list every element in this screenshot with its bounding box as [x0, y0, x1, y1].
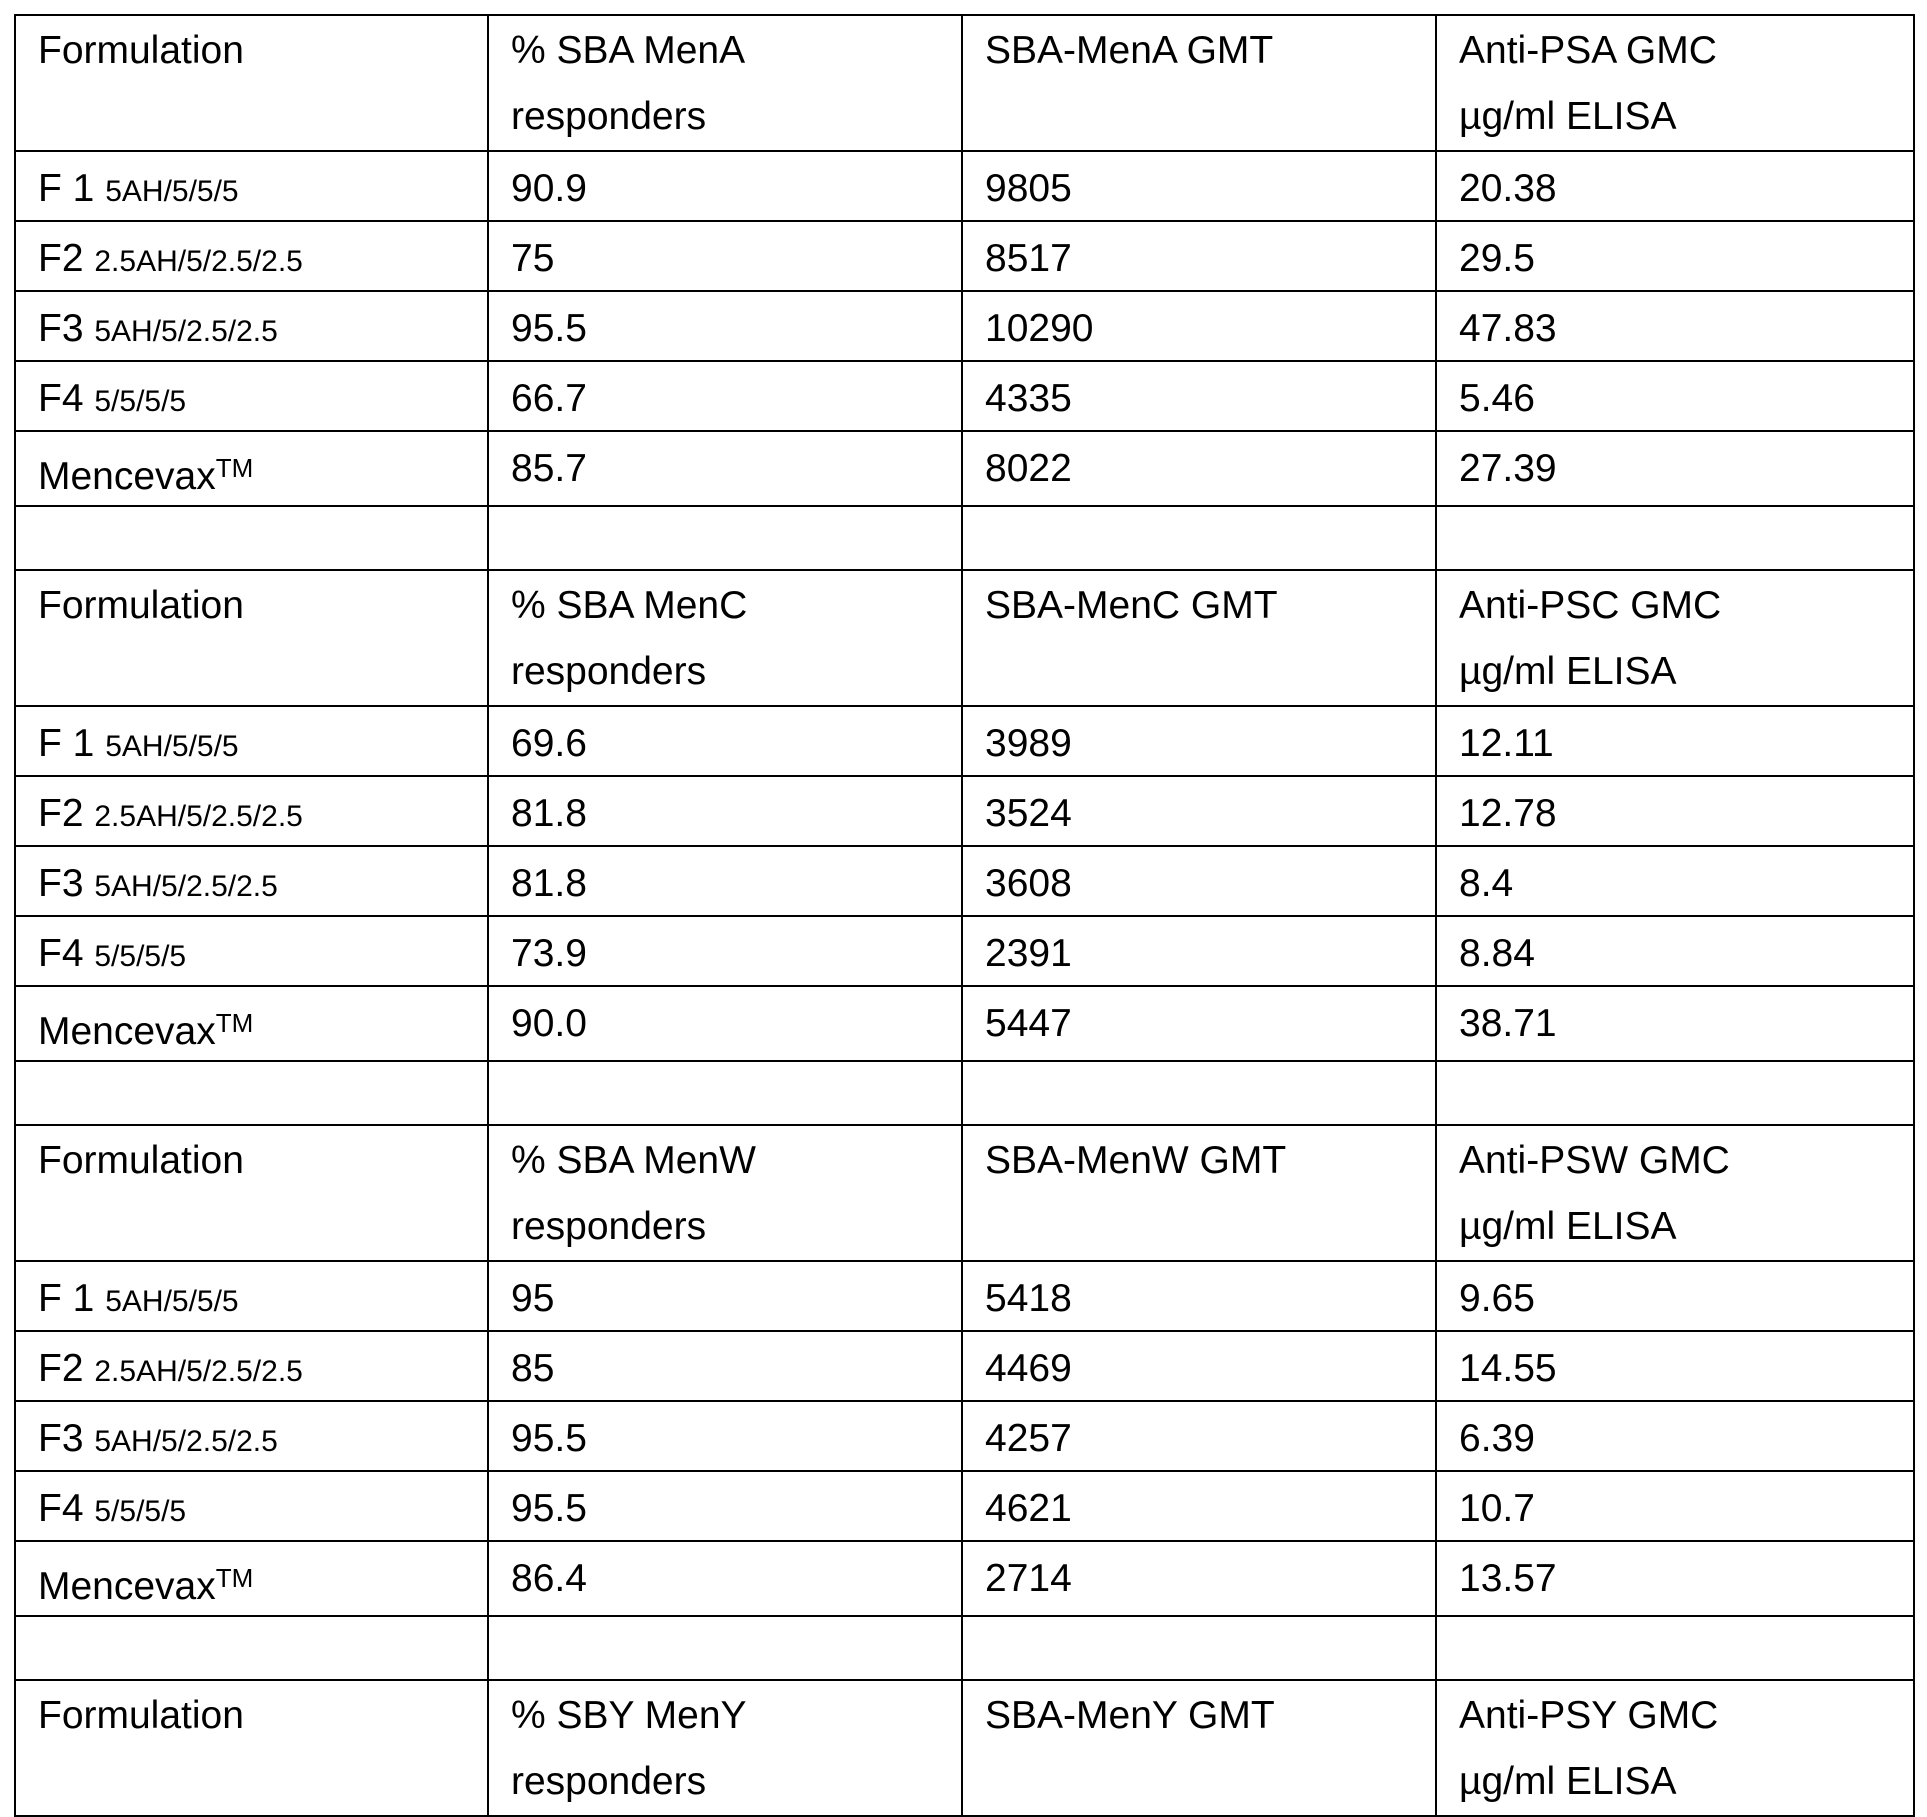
column-header [1436, 570, 1914, 706]
header-line: Formulation [38, 18, 477, 84]
table-row [15, 221, 1914, 291]
value-cell: 14.55 [1436, 1331, 1914, 1401]
formulation-results-table [14, 14, 1915, 1817]
formulation-dose: 5/5/5/5 [94, 1495, 186, 1528]
table-row [15, 361, 1914, 431]
empty-cell [488, 1616, 962, 1680]
header-line: Anti-PSW GMC [1459, 1128, 1903, 1194]
header-line: SBA-MenW GMT [985, 1128, 1425, 1194]
empty-cell [15, 1061, 488, 1125]
table-row [15, 151, 1914, 221]
formulation-cell [15, 1401, 488, 1471]
column-header [15, 570, 488, 706]
column-header [962, 15, 1436, 151]
column-header [1436, 15, 1914, 151]
formulation-name: F 1 [38, 722, 94, 765]
value-cell: 85 [488, 1331, 962, 1401]
value-cell: 90.0 [488, 986, 962, 1061]
formulation-cell [15, 291, 488, 361]
value-cell: 4335 [962, 361, 1436, 431]
value-cell: 2714 [962, 1541, 1436, 1616]
table-row [15, 1331, 1914, 1401]
value-cell: 3989 [962, 706, 1436, 776]
column-header [15, 15, 488, 151]
header-line: % SBA MenC [511, 573, 951, 639]
formulation-dose: 5AH/5/5/5 [105, 1285, 238, 1318]
empty-cell [962, 506, 1436, 570]
column-header [1436, 1680, 1914, 1816]
table-row [15, 1471, 1914, 1541]
formulation-name: F2 [38, 1347, 84, 1390]
formulation-cell [15, 1331, 488, 1401]
formulation-dose: 5AH/5/2.5/2.5 [94, 315, 277, 348]
trademark-mark: TM [216, 1563, 254, 1593]
header-line: µg/ml ELISA [1459, 1749, 1903, 1815]
header-line: % SBA MenW [511, 1128, 951, 1194]
formulation-name: F 1 [38, 1277, 94, 1320]
empty-cell [1436, 506, 1914, 570]
empty-separator-row [15, 506, 1914, 570]
empty-separator-row [15, 1616, 1914, 1680]
formulation-dose: 5AH/5/5/5 [105, 730, 238, 763]
table-row [15, 1401, 1914, 1471]
formulation-dose: 2.5AH/5/2.5/2.5 [94, 245, 302, 278]
formulation-cell [15, 1261, 488, 1331]
formulation-cell [15, 361, 488, 431]
value-cell: 2391 [962, 916, 1436, 986]
column-header [15, 1125, 488, 1261]
column-header [488, 1125, 962, 1261]
value-cell: 8022 [962, 431, 1436, 506]
empty-cell [962, 1061, 1436, 1125]
formulation-name: F3 [38, 307, 84, 350]
value-cell: 5418 [962, 1261, 1436, 1331]
table-row [15, 1261, 1914, 1331]
header-line: responders [511, 1749, 951, 1815]
formulation-name: Mencevax [38, 1010, 216, 1053]
value-cell: 81.8 [488, 776, 962, 846]
header-line: Anti-PSY GMC [1459, 1683, 1903, 1749]
value-cell: 12.78 [1436, 776, 1914, 846]
value-cell: 69.6 [488, 706, 962, 776]
column-header [488, 570, 962, 706]
value-cell: 29.5 [1436, 221, 1914, 291]
header-line: SBA-MenA GMT [985, 18, 1425, 84]
value-cell: 90.9 [488, 151, 962, 221]
table-row [15, 431, 1914, 506]
formulation-cell [15, 1471, 488, 1541]
header-line: Anti-PSA GMC [1459, 18, 1903, 84]
value-cell: 27.39 [1436, 431, 1914, 506]
formulation-name: F2 [38, 792, 84, 835]
value-cell: 9.65 [1436, 1261, 1914, 1331]
empty-cell [15, 1616, 488, 1680]
column-header [1436, 1125, 1914, 1261]
value-cell: 10290 [962, 291, 1436, 361]
header-line: µg/ml ELISA [1459, 639, 1903, 705]
empty-cell [488, 1061, 962, 1125]
header-line: % SBY MenY [511, 1683, 951, 1749]
column-header [962, 570, 1436, 706]
value-cell: 3524 [962, 776, 1436, 846]
formulation-name: F3 [38, 862, 84, 905]
column-header [15, 1680, 488, 1816]
formulation-dose: 2.5AH/5/2.5/2.5 [94, 1355, 302, 1388]
value-cell: 95.5 [488, 291, 962, 361]
header-line: SBA-MenC GMT [985, 573, 1425, 639]
value-cell: 81.8 [488, 846, 962, 916]
value-cell: 10.7 [1436, 1471, 1914, 1541]
table-row [15, 1541, 1914, 1616]
trademark-mark: TM [216, 453, 254, 483]
formulation-cell [15, 776, 488, 846]
value-cell: 8517 [962, 221, 1436, 291]
header-line: µg/ml ELISA [1459, 84, 1903, 150]
trademark-mark: TM [216, 1008, 254, 1038]
value-cell: 4469 [962, 1331, 1436, 1401]
table-row [15, 986, 1914, 1061]
empty-cell [15, 506, 488, 570]
formulation-dose: 5AH/5/5/5 [105, 175, 238, 208]
value-cell: 38.71 [1436, 986, 1914, 1061]
value-cell: 9805 [962, 151, 1436, 221]
header-row [15, 570, 1914, 706]
value-cell: 8.84 [1436, 916, 1914, 986]
formulation-cell [15, 986, 488, 1061]
table-row [15, 291, 1914, 361]
formulation-name: F 1 [38, 167, 94, 210]
header-line: responders [511, 84, 951, 150]
formulation-name: F2 [38, 237, 84, 280]
formulation-cell [15, 846, 488, 916]
header-line: Anti-PSC GMC [1459, 573, 1903, 639]
table-row [15, 846, 1914, 916]
value-cell: 95.5 [488, 1401, 962, 1471]
formulation-name: F3 [38, 1417, 84, 1460]
empty-cell [488, 506, 962, 570]
value-cell: 5.46 [1436, 361, 1914, 431]
value-cell: 4257 [962, 1401, 1436, 1471]
formulation-name: Mencevax [38, 455, 216, 498]
value-cell: 47.83 [1436, 291, 1914, 361]
column-header [962, 1680, 1436, 1816]
formulation-cell [15, 706, 488, 776]
formulation-dose: 5AH/5/2.5/2.5 [94, 870, 277, 903]
formulation-cell [15, 221, 488, 291]
header-row [15, 1125, 1914, 1261]
header-line: Formulation [38, 1128, 477, 1194]
formulation-cell [15, 431, 488, 506]
header-line: Formulation [38, 573, 477, 639]
column-header [962, 1125, 1436, 1261]
empty-cell [1436, 1061, 1914, 1125]
table-body [15, 15, 1914, 1816]
value-cell: 6.39 [1436, 1401, 1914, 1471]
formulation-cell [15, 916, 488, 986]
value-cell: 66.7 [488, 361, 962, 431]
value-cell: 5447 [962, 986, 1436, 1061]
table-row [15, 916, 1914, 986]
formulation-name: F4 [38, 1487, 84, 1530]
value-cell: 12.11 [1436, 706, 1914, 776]
value-cell: 73.9 [488, 916, 962, 986]
table-row [15, 776, 1914, 846]
header-line: SBA-MenY GMT [985, 1683, 1425, 1749]
formulation-cell [15, 151, 488, 221]
value-cell: 75 [488, 221, 962, 291]
value-cell: 95 [488, 1261, 962, 1331]
header-line: responders [511, 639, 951, 705]
header-row [15, 15, 1914, 151]
header-line: Formulation [38, 1683, 477, 1749]
value-cell: 20.38 [1436, 151, 1914, 221]
formulation-dose: 5/5/5/5 [94, 940, 186, 973]
value-cell: 86.4 [488, 1541, 962, 1616]
formulation-dose: 2.5AH/5/2.5/2.5 [94, 800, 302, 833]
formulation-dose: 5AH/5/2.5/2.5 [94, 1425, 277, 1458]
formulation-dose: 5/5/5/5 [94, 385, 186, 418]
value-cell: 95.5 [488, 1471, 962, 1541]
empty-separator-row [15, 1061, 1914, 1125]
value-cell: 13.57 [1436, 1541, 1914, 1616]
header-line: responders [511, 1194, 951, 1260]
column-header [488, 1680, 962, 1816]
formulation-name: F4 [38, 932, 84, 975]
formulation-name: Mencevax [38, 1565, 216, 1608]
empty-cell [962, 1616, 1436, 1680]
value-cell: 85.7 [488, 431, 962, 506]
header-row [15, 1680, 1914, 1816]
formulation-name: F4 [38, 377, 84, 420]
header-line: µg/ml ELISA [1459, 1194, 1903, 1260]
value-cell: 3608 [962, 846, 1436, 916]
column-header [488, 15, 962, 151]
table-row [15, 706, 1914, 776]
header-line: % SBA MenA [511, 18, 951, 84]
empty-cell [1436, 1616, 1914, 1680]
value-cell: 8.4 [1436, 846, 1914, 916]
formulation-cell [15, 1541, 488, 1616]
value-cell: 4621 [962, 1471, 1436, 1541]
